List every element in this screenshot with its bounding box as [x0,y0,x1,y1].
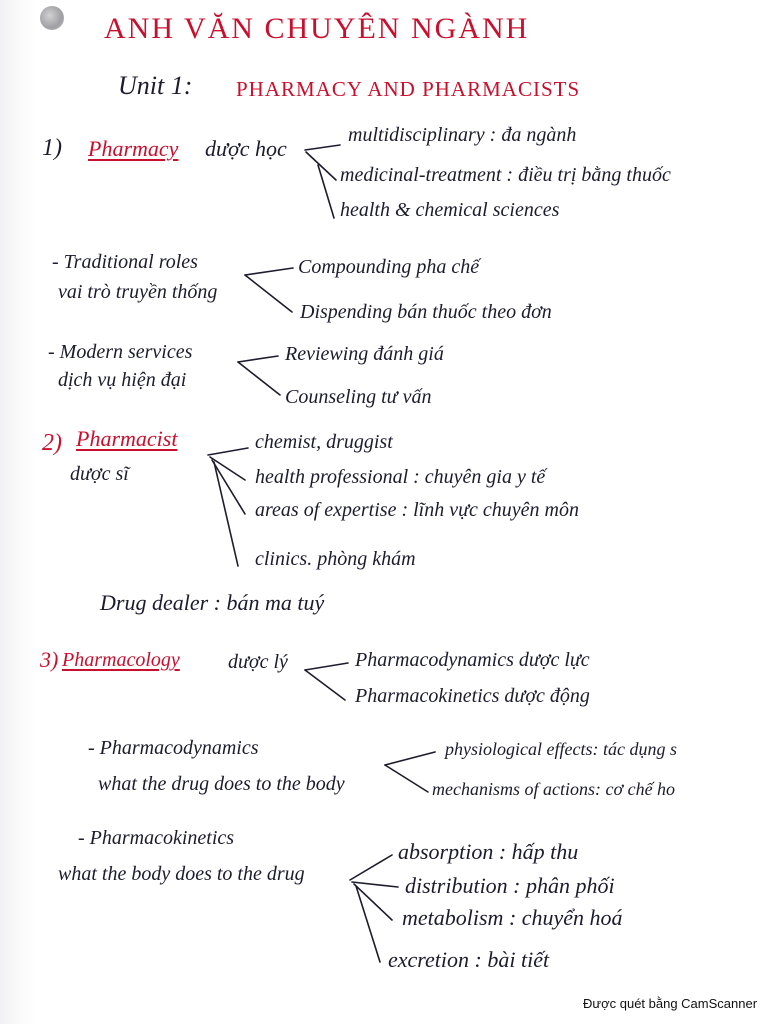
branch-item: mechanisms of actions: cơ chế ho [432,779,676,799]
branch-line [305,670,345,700]
branch-item: health professional : chuyên gia y tế [255,466,546,488]
subtopic-meaning: vai trò truyền thống [58,281,218,303]
branch-item: clinics. phòng khám [255,548,416,570]
branch-item: chemist, druggist [255,431,393,453]
branch-line [238,362,280,395]
term-meaning: dược học [205,136,287,161]
note-line: Drug dealer : bán ma tuý [100,590,325,615]
branch-line [305,663,348,670]
branch-item: metabolism : chuyển hoá [402,905,623,930]
branch-item: Compounding pha chế [298,256,480,278]
subtopic-title: - Pharmacokinetics [78,827,235,849]
branch-line [305,145,340,150]
branch-item: areas of expertise : lĩnh vực chuyên môn [255,499,579,521]
term-pharmacist: Pharmacist [76,426,178,451]
branch-item: physiological effects: tác dụng s [445,739,677,759]
section-number: 3) [40,647,59,672]
branch-line [238,356,278,362]
unit-title: PHARMACY AND PHARMACISTS [236,77,581,101]
section-number: 1) [42,135,62,161]
branch-line [385,752,435,765]
branch-item: Counseling tư vấn [285,386,432,408]
branch-item: Pharmacodynamics dược lực [355,649,590,671]
term-meaning: dược sĩ [70,463,129,485]
branch-item: Reviewing đánh giá [285,343,444,365]
unit-label: Unit 1: [118,71,193,100]
scanner-watermark: Được quét bằng CamScanner [583,996,758,1011]
branch-line [306,152,336,180]
term-pharmacology: Pharmacology [62,649,180,671]
term-pharmacy: Pharmacy [88,136,179,161]
branch-item: Dispending bán thuốc theo đơn [300,301,552,323]
term-meaning: dược lý [228,651,288,673]
subtopic-title: - Traditional roles [52,251,198,273]
branch-item: excretion : bài tiết [388,947,550,972]
branch-item: absorption : hấp thu [398,839,579,864]
subtopic-meaning: what the body does to the drug [58,863,305,885]
branch-item: health & chemical sciences [340,199,560,221]
branch-line [212,460,245,514]
branch-line [208,448,248,455]
punch-hole-mark [40,6,64,30]
section-number: 2) [42,430,62,456]
page-title: ANH VĂN CHUYÊN NGÀNH [104,12,530,45]
subtopic-title: - Modern services [48,341,193,363]
branch-line [214,462,238,566]
branch-line [350,855,392,880]
branch-line [245,268,293,275]
branch-line [318,165,334,218]
branch-line [385,765,428,792]
branch-line [356,886,380,962]
subtopic-meaning: dịch vụ hiện đại [58,369,187,391]
subtopic-title: - Pharmacodynamics [88,737,259,759]
branch-item: medicinal-treatment : điều trị bằng thuốc [340,164,671,186]
subtopic-meaning: what the drug does to the body [98,773,345,795]
branch-item: distribution : phân phối [405,873,615,898]
branch-line [354,884,392,920]
branch-line [245,275,292,312]
branch-line [352,882,398,887]
branch-item: Pharmacokinetics dược động [355,685,590,707]
branch-line [210,457,245,480]
branch-item: multidisciplinary : đa ngành [348,124,577,146]
